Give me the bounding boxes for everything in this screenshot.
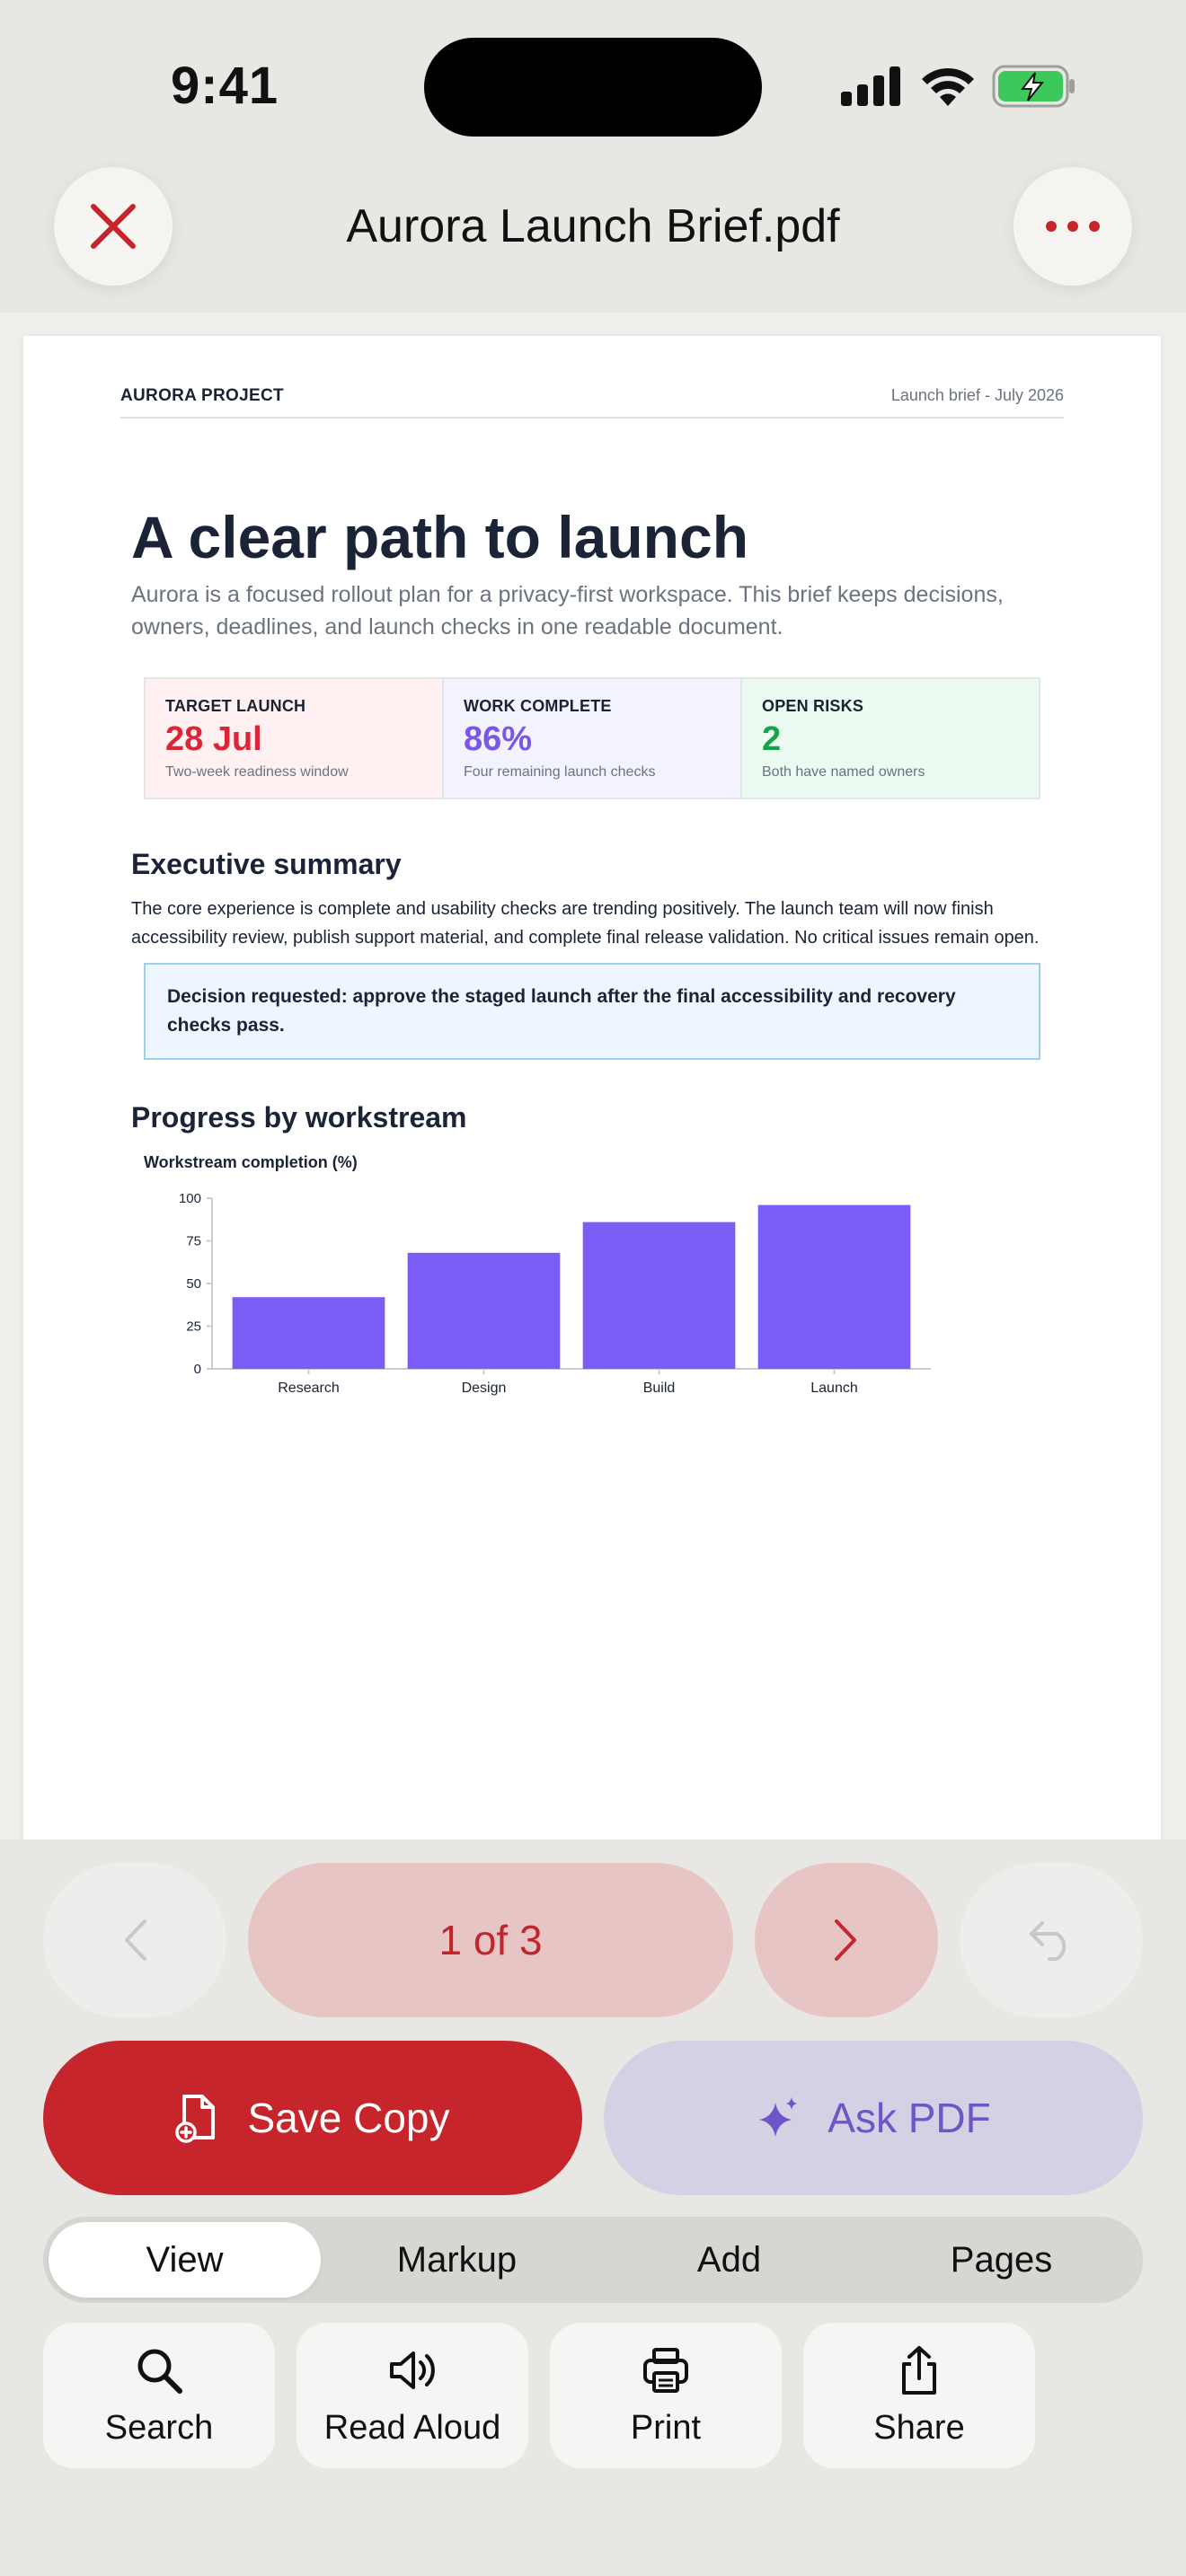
x-tick-label: Research [278, 1381, 340, 1396]
tab-pages[interactable]: Pages [950, 2239, 1053, 2280]
save-copy-button[interactable] [43, 2041, 582, 2195]
bar-research [233, 1297, 385, 1369]
previous-page-button[interactable] [43, 1863, 226, 2017]
print-button[interactable] [550, 2323, 782, 2468]
printer-icon [640, 2344, 692, 2396]
x-tick-label: Build [642, 1381, 676, 1396]
document-title: Aurora Launch Brief.pdf [346, 200, 840, 252]
bar-design [408, 1253, 561, 1369]
ask-pdf-button[interactable] [604, 2041, 1143, 2195]
share-button[interactable] [803, 2323, 1035, 2468]
kpi-value: 2 [762, 720, 782, 758]
kpi-label: TARGET LAUNCH [165, 697, 306, 715]
next-page-button[interactable] [755, 1863, 938, 2017]
chart-title: Workstream completion (%) [144, 1153, 358, 1171]
x-tick-label: Design [461, 1381, 507, 1396]
kpi-sub: Two-week readiness window [165, 764, 349, 780]
progress-heading: Progress by workstream [131, 1101, 467, 1134]
share-icon [893, 2344, 945, 2396]
y-tick-label: 100 [178, 1191, 201, 1206]
search-button[interactable] [43, 2323, 275, 2468]
kpi-value: 28 Jul [165, 720, 262, 758]
kpi-label: WORK COMPLETE [464, 697, 612, 715]
tab-add[interactable]: Add [696, 2239, 762, 2280]
wifi-icon [920, 63, 976, 108]
more-icon [1044, 219, 1102, 234]
y-tick-label: 0 [193, 1362, 201, 1377]
y-tick-label: 75 [186, 1233, 201, 1249]
print-label: Print [630, 2408, 702, 2447]
kpi-open-risks [742, 679, 1039, 798]
doc-lead: Aurora is a focused rollout plan for a privacy-first workspace. This brief keeps decisions, owners, deadlines, and launch checks in one readable document. [131, 582, 1004, 640]
chart-svg [131, 1153, 958, 1414]
more-button[interactable] [1013, 167, 1132, 286]
save-copy-label: Save Copy [247, 2095, 450, 2141]
chevron-left-icon [121, 1918, 148, 1963]
kpi-sub: Four remaining launch checks [464, 764, 656, 780]
workstream-chart [131, 1153, 958, 1414]
y-tick-label: 50 [186, 1276, 201, 1292]
kpi-cards [144, 677, 1040, 799]
search-label: Search [104, 2408, 214, 2447]
bar-launch [758, 1205, 911, 1369]
ask-pdf-label: Ask PDF [828, 2095, 991, 2141]
status-time: 9:41 [171, 57, 279, 115]
bar-build [583, 1222, 736, 1369]
summary-heading: Executive summary [131, 848, 402, 880]
battery-charging-icon [992, 65, 1076, 108]
chevron-right-icon [833, 1918, 860, 1963]
doc-header-rule [120, 417, 1064, 419]
mode-segmented-control [43, 2217, 1143, 2303]
search-icon [133, 2344, 185, 2396]
undo-icon [1026, 1918, 1076, 1963]
kpi-label: OPEN RISKS [762, 697, 864, 715]
kpi-value: 86% [464, 720, 533, 758]
read-aloud-label: Read Aloud [323, 2408, 501, 2447]
tab-view[interactable]: View [49, 2222, 321, 2298]
doc-header-date: Launch brief - July 2026 [890, 386, 1064, 404]
pdf-page[interactable] [23, 336, 1161, 1841]
doc-header-project: AURORA PROJECT [120, 386, 284, 405]
doc-title: A clear path to launch [131, 504, 749, 570]
kpi-sub: Both have named owners [762, 764, 925, 780]
tab-markup[interactable]: Markup [396, 2239, 518, 2280]
share-label: Share [873, 2408, 965, 2447]
sparkle-icon [756, 2095, 801, 2140]
page-indicator-label: 1 of 3 [438, 1917, 543, 1963]
document-add-icon [175, 2093, 220, 2143]
kpi-work-complete [444, 679, 742, 798]
page-indicator[interactable] [248, 1863, 733, 2017]
speaker-icon [386, 2344, 438, 2396]
x-tick-label: Launch [810, 1381, 858, 1396]
kpi-target-launch [146, 679, 444, 798]
undo-button[interactable] [960, 1863, 1143, 2017]
cellular-signal-icon [841, 66, 902, 106]
y-tick-label: 25 [186, 1319, 201, 1335]
decision-callout: Decision requested: approve the staged launch after the final accessibility and recovery checks pass. [144, 963, 1040, 1060]
read-aloud-button[interactable] [296, 2323, 528, 2468]
summary-text: The core experience is complete and usability checks are trending positively. The launch team will now finish accessibility review, publish support material, and complete final release validation. No critical issues remain open. [131, 899, 1040, 948]
dynamic-island [424, 38, 762, 137]
